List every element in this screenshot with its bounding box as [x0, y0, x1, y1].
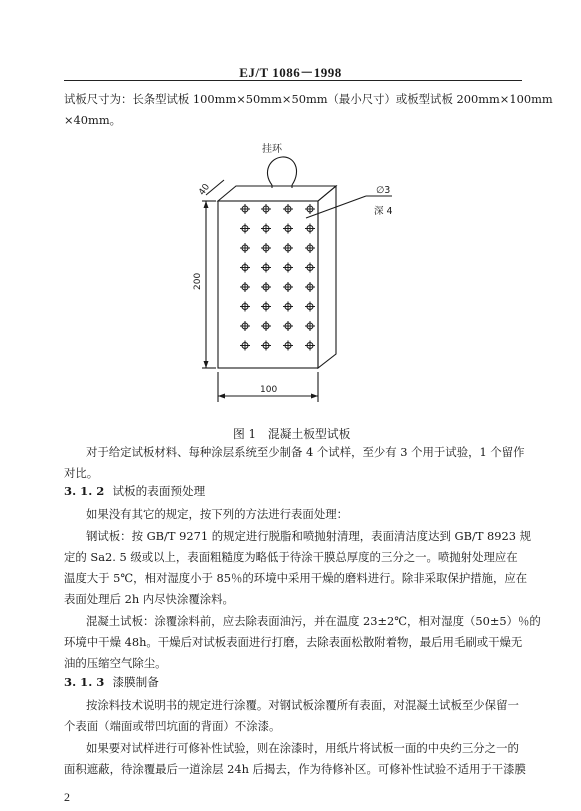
s313-line-2: 个表面（端面或带凹坑面的背面）不涂漆。: [64, 719, 281, 733]
s312-intro: 如果没有其它的规定，按下列的方法进行表面处理：: [86, 507, 348, 521]
concrete-line-2: 环境中干燥 48h。干燥后对试板表面进行打磨，去除表面松散附着物，最后用毛刷或干燥无: [64, 635, 523, 649]
height-dimension: 200: [193, 272, 203, 290]
steel-line-1: 钢试板：按 GB/T 9271 的规定进行脱脂和喷抛射清理，表面清洁度达到 GB/T 8923 规: [86, 529, 532, 543]
concrete-line-3: 油的压缩空气除尘。: [64, 656, 167, 670]
section-title: 漆膜制备: [112, 675, 159, 689]
section-3-1-2-heading: [64, 483, 205, 499]
steel-line-4: 表面处理后 2h 内尽快涂覆涂料。: [64, 592, 234, 606]
section-3-1-3-heading: [64, 674, 159, 690]
sample-count-line-2: 对比。: [64, 466, 99, 480]
intro-line-1: 试板尺寸为：长条型试板 100mm×50mm×50mm（最小尺寸）或板型试板 200mm×100mm: [64, 92, 553, 106]
steel-line-2: 定的 Sa2. 5 级或以上，表面粗糙度为略低于待涂干膜总厚度的三分之一。喷抛射处理应在: [64, 550, 518, 564]
section-number: 3. 1. 3: [64, 675, 105, 689]
s313-line-4: 面积遮蔽，待涂覆最后一道涂层 24h 后揭去，作为待修补区。可修补性试验不适用于干漆膜: [64, 762, 526, 776]
section-number: 3. 1. 2: [64, 484, 105, 498]
hook-label: 挂环: [262, 144, 282, 155]
sample-count-line-1: 对于给定试板材料、每种涂层系统至少制备 4 个试样，至少有 3 个用于试验，1 个留作: [86, 445, 525, 459]
standard-code-header: EJ/T 1086－1998: [239, 65, 342, 80]
page-number: 2: [64, 790, 70, 804]
width-dimension: 100: [260, 385, 278, 395]
s313-line-3: 如果要对试样进行可修补性试验，则在涂漆时，用纸片将试板一面的中央约三分之一的: [86, 741, 519, 755]
s313-line-1: 按涂料技术说明书的规定进行涂覆。对钢试板涂覆所有表面，对混凝土试板至少保留一: [86, 698, 519, 712]
steel-line-3: 温度大于 5℃，相对湿度小于 85％的环境中采用干燥的磨料进行。除非采取保护措施，应在: [64, 571, 528, 585]
hole-depth-label: 深 4: [374, 206, 393, 217]
concrete-line-1: 混凝土试板：涂覆涂料前，应去除表面油污，并在温度 23±2℃，相对湿度（50±5）％的: [86, 614, 541, 628]
figure-caption: 图 1 混凝土板型试板: [233, 427, 351, 441]
section-title: 试板的表面预处理: [112, 484, 206, 498]
depth-dimension: 40: [197, 182, 213, 198]
hole-diameter-label: ∅3: [376, 185, 391, 196]
intro-line-2: ×40mm。: [64, 113, 122, 127]
hole-grid: [240, 204, 315, 351]
